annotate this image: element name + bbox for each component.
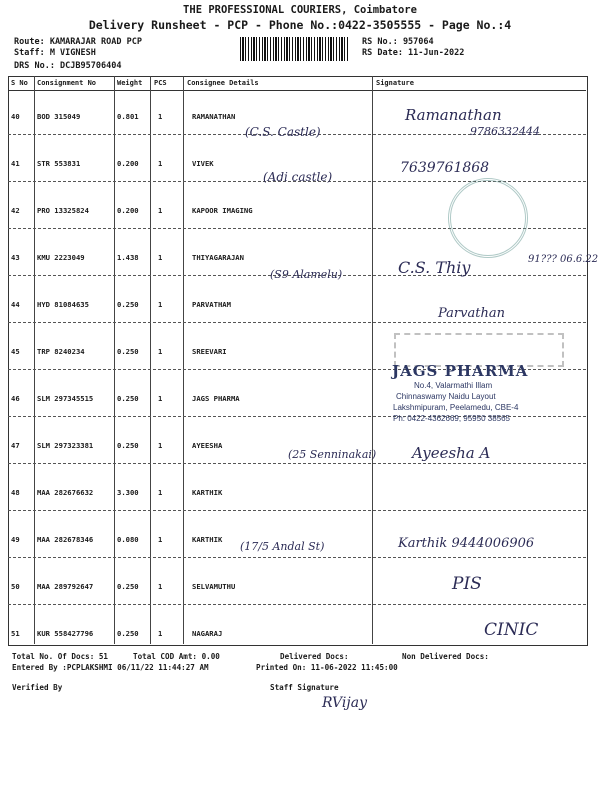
row-consignment: HYD 81084635 <box>37 300 89 309</box>
row-divider <box>8 510 586 511</box>
row-sno: 49 <box>11 535 20 544</box>
row-weight: 0.250 <box>117 300 139 309</box>
stamp-line4: Ph: 0422-4362669, 95950 38565 <box>393 414 510 423</box>
row-consignee: SELVAMUTHU <box>192 582 236 591</box>
row-consignee: AYEESHA <box>192 441 223 450</box>
stamp-line1: No.4, Valarmathi Illam <box>414 381 493 390</box>
handwritten-signature: Karthik 9444006906 <box>398 536 535 551</box>
delivered-docs: Delivered Docs: <box>280 652 349 661</box>
row-consignment: PRO 13325824 <box>37 206 89 215</box>
handwritten-note: (17/5 Andal St) <box>240 540 325 553</box>
staff-signature: RVijay <box>322 695 367 711</box>
row-consignee: KARTHIK <box>192 488 223 497</box>
handwritten-signature: Ramanathan <box>405 106 502 124</box>
row-weight: 0.250 <box>117 347 139 356</box>
row-weight: 0.250 <box>117 394 139 403</box>
row-pcs: 1 <box>158 394 163 403</box>
row-weight: 0.250 <box>117 582 139 591</box>
handwritten-note: (Adi castle) <box>263 170 333 184</box>
handwritten-date: 91??? 06.6.22 <box>528 254 599 265</box>
header-sno: S No <box>11 79 28 87</box>
handwritten-note: (25 Senninakai) <box>288 448 377 461</box>
row-pcs: 1 <box>158 629 163 638</box>
table-row <box>8 560 586 607</box>
total-cod: Total COD Amt: 0.00 <box>133 652 220 661</box>
row-consignment: KUR 558427796 <box>37 629 94 638</box>
row-consignee: JAGS PHARMA <box>192 394 240 403</box>
row-pcs: 1 <box>158 488 163 497</box>
row-divider <box>8 463 586 464</box>
row-pcs: 1 <box>158 441 163 450</box>
route-label: Route: KAMARAJAR ROAD PCP <box>14 37 142 47</box>
row-sno: 43 <box>11 253 20 262</box>
row-pcs: 1 <box>158 206 163 215</box>
row-consignee: VIVEK <box>192 159 214 168</box>
row-weight: 0.200 <box>117 159 139 168</box>
row-divider <box>8 322 586 323</box>
handwritten-signature: C.S. Thiy <box>398 258 471 277</box>
row-sno: 50 <box>11 582 20 591</box>
rs-date: RS Date: 11-Jun-2022 <box>362 48 465 58</box>
barcode <box>240 37 348 61</box>
round-stamp <box>448 178 528 258</box>
row-sno: 41 <box>11 159 20 168</box>
row-consignee: PARVATHAM <box>192 300 231 309</box>
row-pcs: 1 <box>158 535 163 544</box>
row-consignment: SLM 297323381 <box>37 441 94 450</box>
non-delivered-docs: Non Delivered Docs: <box>402 652 489 661</box>
row-weight: 0.200 <box>117 206 139 215</box>
row-consignment: MAA 282676632 <box>37 488 94 497</box>
row-consignee: NAGARAJ <box>192 629 223 638</box>
stamp-line3: Lakshmipuram, Peelamedu, CBE-4 <box>393 403 519 412</box>
row-pcs: 1 <box>158 112 163 121</box>
row-consignment: SLM 297345515 <box>37 394 94 403</box>
row-weight: 0.250 <box>117 629 139 638</box>
staff-signature-label: Staff Signature <box>270 683 339 692</box>
row-pcs: 1 <box>158 300 163 309</box>
row-pcs: 1 <box>158 253 163 262</box>
total-docs: Total No. Of Docs: 51 <box>12 652 109 661</box>
row-weight: 3.300 <box>117 488 139 497</box>
row-consignment: BOD 315049 <box>37 112 81 121</box>
header-signature: Signature <box>376 79 414 87</box>
handwritten-signature: CINIC <box>484 620 539 640</box>
row-weight: 0.080 <box>117 535 139 544</box>
rs-number: RS No.: 957064 <box>362 37 434 47</box>
row-consignment: KMU 2223049 <box>37 253 85 262</box>
handwritten-note: (C.S. Castle) <box>245 125 321 139</box>
handwritten-signature: PIS <box>452 574 482 594</box>
drs-number: DRS No.: DCJB95706404 <box>14 61 122 71</box>
printed-on: Printed On: 11-06-2022 11:45:00 <box>256 663 398 672</box>
header-consignee: Consignee Details <box>187 79 259 87</box>
staff-label: Staff: M VIGNESH <box>14 48 96 58</box>
row-sno: 48 <box>11 488 20 497</box>
table-row <box>8 466 586 513</box>
row-pcs: 1 <box>158 347 163 356</box>
row-pcs: 1 <box>158 582 163 591</box>
row-consignee: SREEVARI <box>192 347 227 356</box>
row-consignee: RAMANATHAN <box>192 112 236 121</box>
row-consignment: STR 553831 <box>37 159 81 168</box>
row-sno: 42 <box>11 206 20 215</box>
row-divider <box>8 557 586 558</box>
stamp-line2: Chinnaswamy Naidu Layout <box>396 392 496 401</box>
handwritten-phone: 9786332444 <box>470 125 540 138</box>
row-consignment: TRP 8240234 <box>37 347 85 356</box>
row-weight: 1.438 <box>117 253 139 262</box>
stamp-name: JAGS PHARMA <box>392 362 529 380</box>
row-sno: 47 <box>11 441 20 450</box>
row-consignment: MAA 289792647 <box>37 582 94 591</box>
row-sno: 44 <box>11 300 20 309</box>
row-consignee: KARTHIK <box>192 535 223 544</box>
row-consignee: THIYAGARAJAN <box>192 253 244 262</box>
handwritten-phone: 7639761868 <box>400 160 490 176</box>
header-weight: Weight <box>117 79 143 87</box>
row-sno: 51 <box>11 629 20 638</box>
row-sno: 40 <box>11 112 20 121</box>
row-divider <box>8 604 586 605</box>
row-sno: 46 <box>11 394 20 403</box>
handwritten-signature: Ayeesha A <box>412 444 491 462</box>
row-weight: 0.250 <box>117 441 139 450</box>
row-consignment: MAA 282678346 <box>37 535 94 544</box>
runsheet-title: Delivery Runsheet - PCP - Phone No.:0422-3505555 - Page No.:4 <box>88 18 512 32</box>
row-pcs: 1 <box>158 159 163 168</box>
row-sno: 45 <box>11 347 20 356</box>
handwritten-signature: Parvathan <box>438 306 505 321</box>
verified-by: Verified By <box>12 683 63 692</box>
header-pcs: PCS <box>154 79 167 87</box>
handwritten-note: (S9 Alamelu) <box>270 268 343 281</box>
row-weight: 0.801 <box>117 112 139 121</box>
header-consignment: Consignment No <box>37 79 97 87</box>
entered-by: Entered By :PCPLAKSHMI 06/11/22 11:44:27 AM <box>12 663 209 672</box>
company-title: THE PROFESSIONAL COURIERS, Coimbatore <box>183 4 417 16</box>
row-consignee: KAPOOR IMAGING <box>192 206 253 215</box>
